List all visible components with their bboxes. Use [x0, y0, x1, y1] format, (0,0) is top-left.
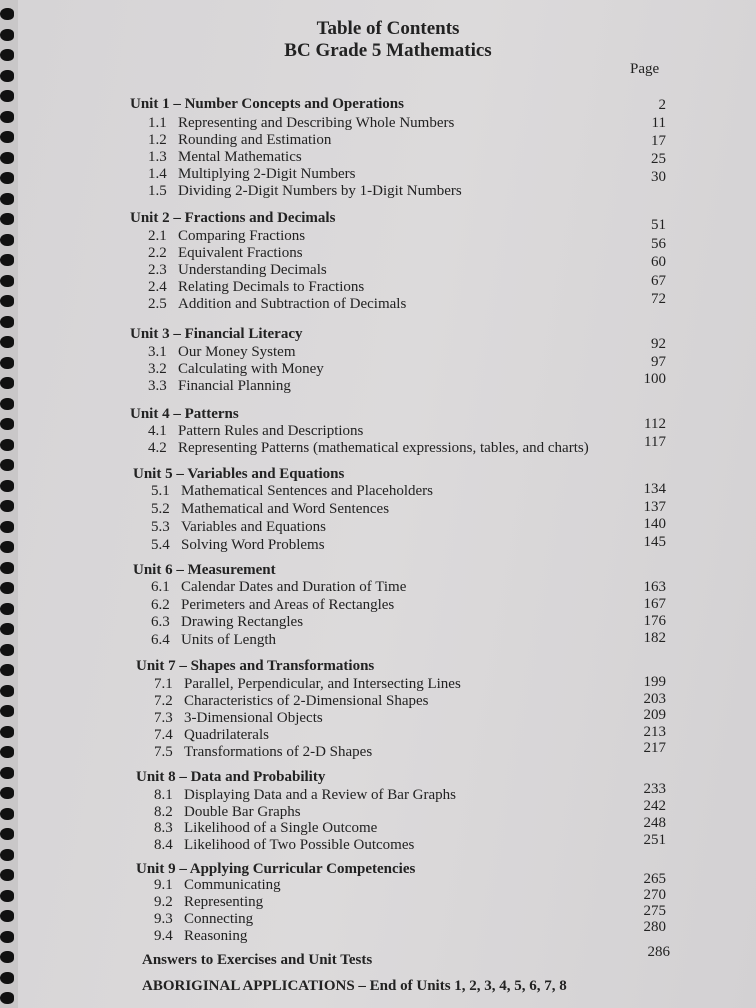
binding-ring — [0, 439, 14, 451]
section-number: 2.2 — [148, 245, 167, 261]
binding-ring — [0, 972, 14, 984]
page-number: 137 — [643, 498, 666, 515]
section-title: Transformations of 2-D Shapes — [184, 744, 373, 760]
page-number: 270 — [643, 887, 666, 903]
binding-ring — [0, 254, 14, 266]
section-number: 1.5 — [148, 183, 167, 199]
unit-heading: Unit 9 – Applying Curricular Competencies — [136, 861, 416, 877]
toc-subtitle: BC Grade 5 Mathematics — [284, 40, 492, 61]
section-title: Reasoning — [184, 928, 248, 944]
section-title: Quadrilaterals — [184, 727, 269, 743]
page-number: 51 — [651, 217, 666, 233]
binding-ring — [0, 336, 14, 348]
page-number: 213 — [643, 723, 666, 740]
binding-ring — [0, 808, 14, 820]
binding-ring — [0, 828, 14, 840]
unit-heading: Unit 1 – Number Concepts and Operations — [130, 96, 404, 112]
binding-ring — [0, 521, 14, 533]
section-number: 9.1 — [154, 877, 173, 893]
binding-ring — [0, 890, 14, 902]
section-number: 8.4 — [154, 836, 173, 853]
unit-heading: Unit 8 – Data and Probability — [136, 769, 326, 785]
section-title: Calendar Dates and Duration of Time — [181, 579, 407, 595]
section-title: Pattern Rules and Descriptions — [178, 423, 364, 439]
binding-ring — [0, 90, 14, 102]
section-number: 3.1 — [148, 344, 167, 360]
section-number: 7.3 — [154, 710, 173, 726]
binding-ring — [0, 480, 14, 492]
section-title: Equivalent Fractions — [178, 245, 303, 261]
page-number: 275 — [643, 903, 666, 919]
unit-heading: Unit 7 – Shapes and Transformations — [136, 658, 375, 674]
binding-ring — [0, 193, 14, 205]
binding-ring — [0, 111, 14, 123]
section-title: Drawing Rectangles — [181, 614, 304, 630]
section-number: 1.4 — [148, 166, 167, 182]
binding-ring — [0, 664, 14, 676]
page-number: 2 — [658, 97, 666, 113]
binding-ring — [0, 418, 14, 430]
page-number: 176 — [643, 613, 666, 629]
section-title: Mental Mathematics — [178, 149, 302, 165]
page-number: 209 — [643, 707, 666, 723]
binding-ring — [0, 992, 14, 1004]
page-number: 11 — [651, 115, 666, 131]
section-number: 1.1 — [148, 115, 167, 131]
page-number: 203 — [643, 690, 666, 707]
section-title: Likelihood of Two Possible Outcomes — [184, 836, 415, 853]
page-number: 60 — [651, 254, 666, 270]
section-title: Communicating — [184, 877, 281, 893]
binding-ring — [0, 562, 14, 574]
section-title: 3-Dimensional Objects — [184, 710, 323, 726]
section-title: Addition and Subtraction of Decimals — [178, 296, 407, 312]
page-number: 97 — [651, 353, 666, 370]
page-number: 145 — [643, 533, 666, 550]
page-number: 56 — [651, 235, 666, 252]
binding-ring — [0, 869, 14, 881]
page-number: 67 — [651, 272, 666, 289]
page-number: 117 — [644, 434, 666, 450]
section-title: Rounding and Estimation — [178, 132, 332, 148]
binding-ring — [0, 459, 14, 471]
page-number: 17 — [651, 133, 666, 149]
page-number: 217 — [643, 740, 666, 756]
section-number: 6.2 — [151, 596, 170, 613]
section-number: 2.1 — [148, 228, 167, 244]
binding-ring — [0, 234, 14, 246]
section-title: Double Bar Graphs — [184, 803, 301, 820]
binding-ring — [0, 644, 14, 656]
binding-ring — [0, 398, 14, 410]
section-number: 2.5 — [148, 296, 167, 312]
binding-ring — [0, 213, 14, 225]
binding-ring — [0, 623, 14, 635]
unit-heading: Unit 6 – Measurement — [133, 562, 276, 578]
binding-ring — [0, 357, 14, 369]
page-number: 182 — [643, 630, 666, 646]
binding-ring — [0, 705, 14, 717]
section-number: 5.4 — [151, 537, 170, 553]
binding-ring — [0, 377, 14, 389]
section-number: 1.3 — [148, 149, 167, 165]
section-title: Representing Patterns (mathematical expressions, tables, and charts) — [178, 440, 589, 456]
document-page — [18, 0, 756, 1008]
page-number: 30 — [651, 169, 666, 185]
section-number: 7.4 — [154, 727, 173, 743]
section-number: 8.1 — [154, 787, 173, 803]
unit-heading: Unit 4 – Patterns — [130, 406, 239, 422]
section-title: Mathematical and Word Sentences — [181, 501, 390, 517]
binding-ring — [0, 152, 14, 164]
binding-ring — [0, 685, 14, 697]
binding-ring — [0, 910, 14, 922]
section-title: Dividing 2-Digit Numbers by 1-Digit Numbers — [178, 183, 462, 199]
unit-heading: Unit 2 – Fractions and Decimals — [130, 210, 336, 226]
section-number: 6.3 — [151, 614, 170, 630]
section-number: 4.1 — [148, 423, 167, 439]
section-number: 4.2 — [148, 440, 167, 456]
binding-ring — [0, 500, 14, 512]
binding-ring — [0, 787, 14, 799]
section-number: 2.3 — [148, 262, 167, 278]
page-number: 100 — [643, 371, 666, 387]
page-number: 25 — [651, 151, 666, 167]
unit-heading: Unit 5 – Variables and Equations — [133, 466, 345, 482]
section-title: Likelihood of a Single Outcome — [184, 820, 378, 836]
aboriginal-applications-heading: ABORIGINAL APPLICATIONS – End of Units 1, 2, 3, 4, 5, 6, 7, 8 — [142, 978, 567, 994]
section-title: Comparing Fractions — [178, 228, 306, 244]
section-number: 7.2 — [154, 693, 173, 709]
binding-ring — [0, 8, 14, 20]
answers-heading: Answers to Exercises and Unit Tests — [142, 952, 373, 968]
section-number: 7.1 — [154, 676, 173, 692]
page-number: 140 — [643, 516, 666, 532]
page-number: 233 — [643, 781, 666, 797]
section-number: 9.4 — [154, 928, 173, 944]
binding-ring — [0, 316, 14, 328]
section-title: Displaying Data and a Review of Bar Graphs — [184, 787, 457, 803]
binding-ring — [0, 275, 14, 287]
binding-ring — [0, 931, 14, 943]
answers-page: 286 — [647, 944, 670, 960]
binding-ring — [0, 131, 14, 143]
section-title: Characteristics of 2-Dimensional Shapes — [184, 693, 429, 709]
binding-ring — [0, 295, 14, 307]
section-number: 3.2 — [148, 361, 167, 377]
section-title: Units of Length — [181, 631, 276, 648]
section-number: 6.4 — [151, 631, 170, 648]
section-title: Representing — [184, 894, 264, 910]
page-number: 199 — [643, 674, 666, 690]
section-number: 5.3 — [151, 519, 170, 535]
section-title: Connecting — [184, 911, 254, 927]
binding-ring — [0, 849, 14, 861]
binding-ring — [0, 70, 14, 82]
page-number: 251 — [643, 832, 666, 848]
section-number: 8.2 — [154, 803, 173, 820]
binding-ring — [0, 172, 14, 184]
section-title: Perimeters and Areas of Rectangles — [181, 596, 395, 613]
section-number: 9.3 — [154, 911, 173, 927]
page-column-header: Page — [630, 61, 660, 77]
binding-ring — [0, 726, 14, 738]
binding-ring — [0, 49, 14, 61]
page-number: 280 — [643, 919, 666, 935]
section-title: Variables and Equations — [181, 519, 326, 535]
page-number: 134 — [643, 481, 666, 497]
binding-ring — [0, 603, 14, 615]
section-title: Mathematical Sentences and Placeholders — [181, 483, 433, 499]
section-number: 5.1 — [151, 483, 170, 499]
section-number: 6.1 — [151, 579, 170, 595]
section-number: 1.2 — [148, 132, 167, 148]
page-number: 72 — [651, 291, 666, 307]
unit-heading: Unit 3 – Financial Literacy — [130, 326, 303, 342]
section-title: Calculating with Money — [178, 361, 324, 377]
section-number: 2.4 — [148, 279, 167, 295]
binding-ring — [0, 29, 14, 41]
page-number: 163 — [643, 579, 666, 595]
binding-ring — [0, 951, 14, 963]
page-number: 265 — [643, 871, 666, 887]
section-title: Financial Planning — [178, 378, 291, 394]
page-number: 112 — [644, 416, 666, 432]
section-title: Solving Word Problems — [181, 537, 325, 553]
page-number: 248 — [643, 815, 666, 831]
page-number: 167 — [643, 596, 666, 612]
section-title: Understanding Decimals — [178, 262, 327, 278]
section-title: Representing and Describing Whole Numbers — [178, 115, 455, 131]
binding-ring — [0, 541, 14, 553]
toc-title: Table of Contents — [316, 18, 460, 39]
page-number: 242 — [643, 798, 666, 814]
binding-ring — [0, 582, 14, 594]
section-title: Our Money System — [178, 344, 296, 360]
section-number: 8.3 — [154, 820, 173, 836]
section-number: 7.5 — [154, 744, 173, 760]
binding-ring — [0, 767, 14, 779]
section-title: Parallel, Perpendicular, and Intersecting Lines — [184, 676, 461, 692]
section-title: Multiplying 2-Digit Numbers — [178, 166, 356, 182]
page-number: 92 — [651, 336, 666, 352]
section-title: Relating Decimals to Fractions — [178, 279, 365, 295]
binding-ring — [0, 746, 14, 758]
section-number: 5.2 — [151, 501, 170, 517]
section-number: 9.2 — [154, 894, 173, 910]
section-number: 3.3 — [148, 378, 167, 394]
